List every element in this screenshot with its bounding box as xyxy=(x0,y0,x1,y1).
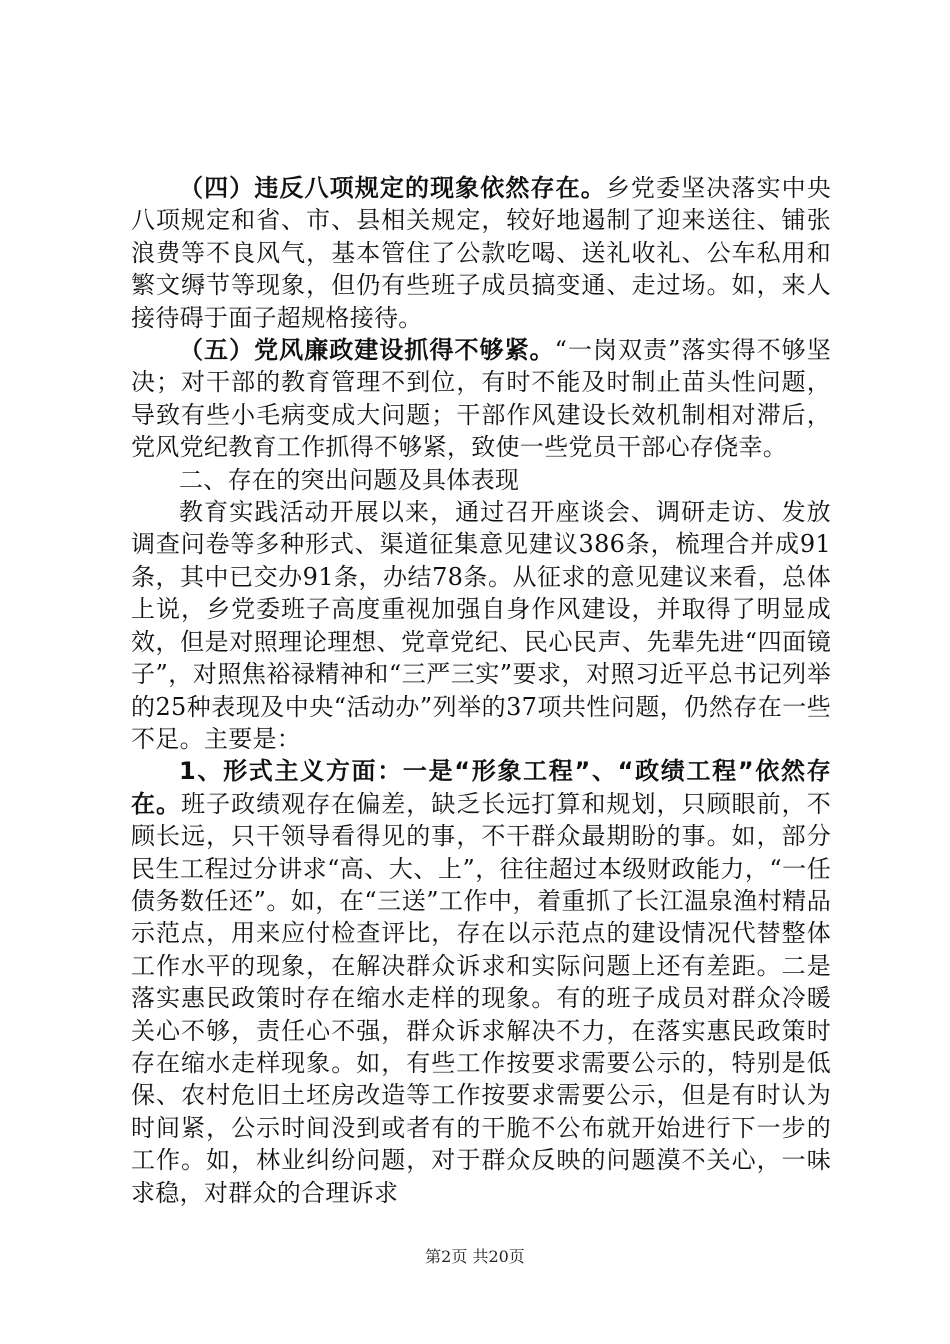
paragraph-text: 乡党委坚决落实中央八项规定和省、市、县相关规定，较好地遏制了迎来送往、铺张浪费等不良风气，基本管住了公款吃喝、送礼收礼、公车私用和繁文缛节等现象，但仍有些班子成员搞变通、走过场。如，来人接待碍于面子超规格接待。 xyxy=(131,174,831,332)
page-number-footer: 第2页 共20页 xyxy=(425,1247,525,1266)
paragraph-text: “一岗双责”落实得不够坚决；对干部的教育管理不到位，有时不能及时制止苗头性问题，导致有些小毛病变成大问题；干部作风建设长效机制相对滞后，党风党纪教育工作抓得不够紧，致使一些党员干部心存侥幸。 xyxy=(131,336,832,462)
paragraph-formalism xyxy=(131,755,831,1209)
paragraph-text: 班子政绩观存在偏差，缺乏长远打算和规划，只顾眼前，不顾长远，只干领导看得见的事，不干群众最期盼的事。如，部分民生工程过分讲求“高、大、上”，往往超过本级财政能力，“一任债务数任还”。如，在“三送”工作中，着重抓了长江温泉渔村精品示范点，用来应付检查评比，存在以示范点的建设情况代替整体工作水平的现象，在解决群众诉求和实际问题上还有差距。二是落实惠民政策时存在缩水走样的现象。有的班子成员对群众冷暖关心不够，责任心不强，群众诉求解决不力，在落实惠民政策时存在缩水走样现象。如，有些工作按要求需要公示的，特别是低保、农村危旧土坯房改造等工作按要求需要公示，但是有时认为时间紧，公示时间没到或者有的干脆不公布就开始进行下一步的工作。如，林业纠纷问题，对于群众反映的问题漠不关心，一味求稳，对群众的合理诉求 xyxy=(131,789,831,1207)
paragraph-text: 教育实践活动开展以来，通过召开座谈会、调研走访、发放调查问卷等多种形式、渠道征集意见建议386条，梳理合并成91条，其中已交办91条，办结78条。从征求的意见建议来看，总体上说，乡党委班子高度重视加强自身作风建设，并取得了明显成效，但是对照理论理想、党章党纪、民心民声、先辈先进“四面镜子”，对照焦裕禄精神和“三严三实”要求，对照习近平总书记列举的25种表现及中央“活动办”列举的37项共性问题，仍然存在一些不足。主要是： xyxy=(131,498,831,753)
heading-section-4: （四）违反八项规定的现象依然存在。 xyxy=(179,174,606,202)
section-heading-2: 二、存在的突出问题及具体表现 xyxy=(179,465,520,494)
paragraph-overview xyxy=(131,496,831,755)
paragraph-section-4 xyxy=(131,172,831,334)
document-body xyxy=(131,172,831,1209)
heading-section-5: （五）党风廉政建设抓得不够紧。 xyxy=(179,336,555,365)
paragraph-section-5 xyxy=(131,334,831,464)
heading-formalism: 1、形式主义方面：一是“形象工程”、“政绩工程”依然存在。 xyxy=(131,757,831,818)
